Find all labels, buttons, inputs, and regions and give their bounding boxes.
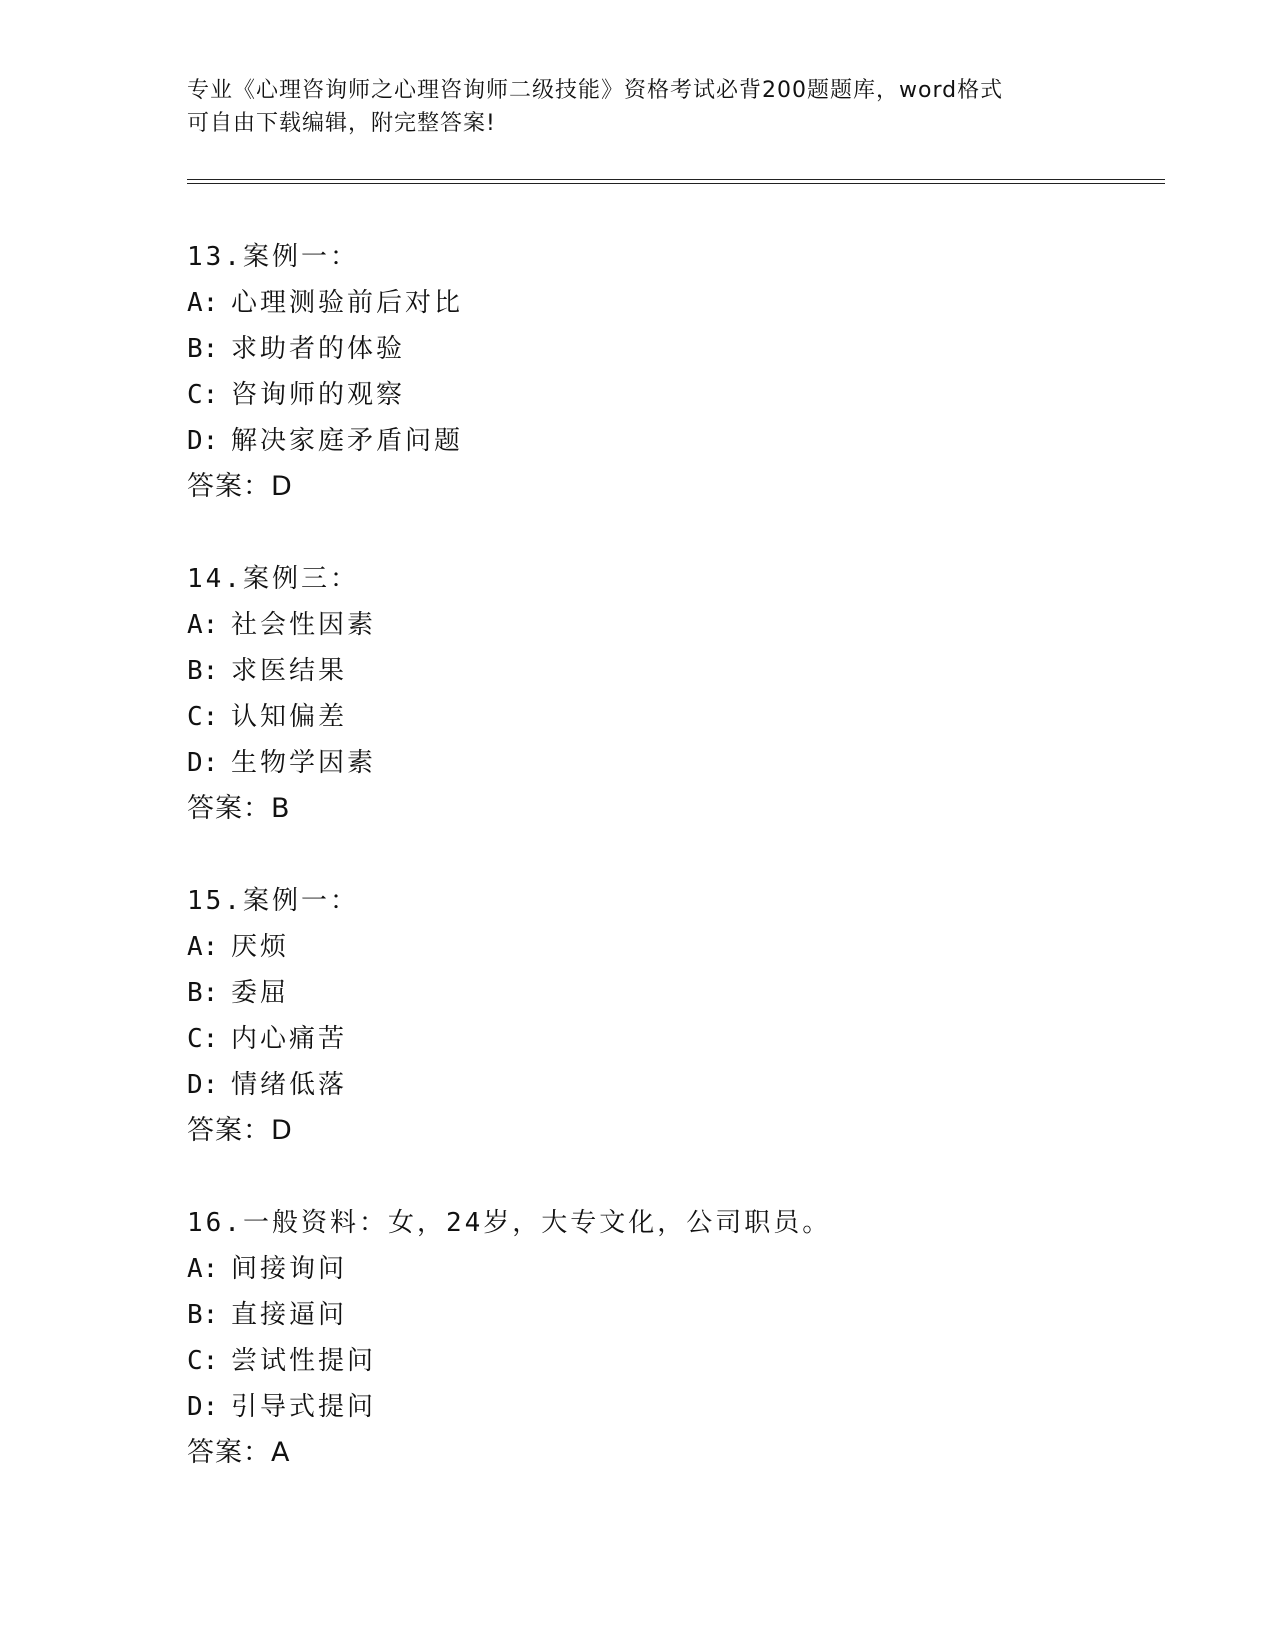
option-text: 委屈 [231, 978, 290, 1008]
option-text: 引导式提问 [231, 1392, 377, 1422]
option-text: 认知偏差 [231, 702, 348, 732]
option-a [187, 1246, 1167, 1292]
option-text: 尝试性提问 [231, 1346, 377, 1376]
option-text: 求医结果 [231, 656, 348, 686]
option-text: 生物学因素 [231, 748, 377, 778]
answer-line: 答案：B [187, 793, 291, 824]
option-letter: C: [187, 1024, 219, 1054]
option-d [187, 1384, 1167, 1430]
option-letter: D: [187, 1070, 219, 1100]
option-a [187, 924, 1167, 970]
option-letter: A: [187, 932, 219, 962]
option-text: 内心痛苦 [231, 1024, 348, 1054]
question-stem: 15.案例一： [187, 886, 359, 916]
option-text: 情绪低落 [231, 1070, 348, 1100]
header-line-2: 可自由下载编辑，附完整答案! [187, 111, 496, 136]
option-d [187, 418, 1167, 464]
question-stem: 16.一般资料：女，24岁，大专文化，公司职员。 [187, 1208, 832, 1238]
question-15 [187, 878, 1167, 1154]
option-letter: A: [187, 1254, 219, 1284]
option-b [187, 648, 1167, 694]
option-letter: A: [187, 610, 219, 640]
document-header [187, 74, 1067, 140]
option-c [187, 1338, 1167, 1384]
question-list [187, 234, 1167, 1522]
option-text: 厌烦 [231, 932, 290, 962]
option-letter: B: [187, 978, 219, 1008]
header-line-1: 专业《心理咨询师之心理咨询师二级技能》资格考试必背200题题库，word格式 [187, 78, 1004, 103]
option-letter: D: [187, 1392, 219, 1422]
option-text: 社会性因素 [231, 610, 377, 640]
option-c [187, 694, 1167, 740]
question-14 [187, 556, 1167, 832]
option-text: 解决家庭矛盾问题 [231, 426, 464, 456]
option-letter: C: [187, 1346, 219, 1376]
option-d [187, 740, 1167, 786]
option-c [187, 372, 1167, 418]
answer-line: 答案：D [187, 471, 293, 502]
option-text: 咨询师的观察 [231, 380, 406, 410]
option-b [187, 1292, 1167, 1338]
answer-line: 答案：A [187, 1437, 291, 1468]
question-13 [187, 234, 1167, 510]
option-b [187, 970, 1167, 1016]
option-text: 直接逼问 [231, 1300, 348, 1330]
header-double-rule [187, 179, 1165, 184]
option-text: 求助者的体验 [231, 334, 406, 364]
option-letter: B: [187, 656, 219, 686]
question-16 [187, 1200, 1167, 1476]
option-letter: D: [187, 426, 219, 456]
option-text: 心理测验前后对比 [231, 288, 464, 318]
option-a [187, 280, 1167, 326]
option-letter: C: [187, 380, 219, 410]
option-letter: A: [187, 288, 219, 318]
option-a [187, 602, 1167, 648]
option-d [187, 1062, 1167, 1108]
question-stem: 13.案例一： [187, 242, 359, 272]
option-letter: B: [187, 334, 219, 364]
answer-line: 答案：D [187, 1115, 293, 1146]
option-letter: D: [187, 748, 219, 778]
option-text: 间接询问 [231, 1254, 348, 1284]
question-stem: 14.案例三： [187, 564, 359, 594]
option-c [187, 1016, 1167, 1062]
option-letter: B: [187, 1300, 219, 1330]
option-letter: C: [187, 702, 219, 732]
option-b [187, 326, 1167, 372]
